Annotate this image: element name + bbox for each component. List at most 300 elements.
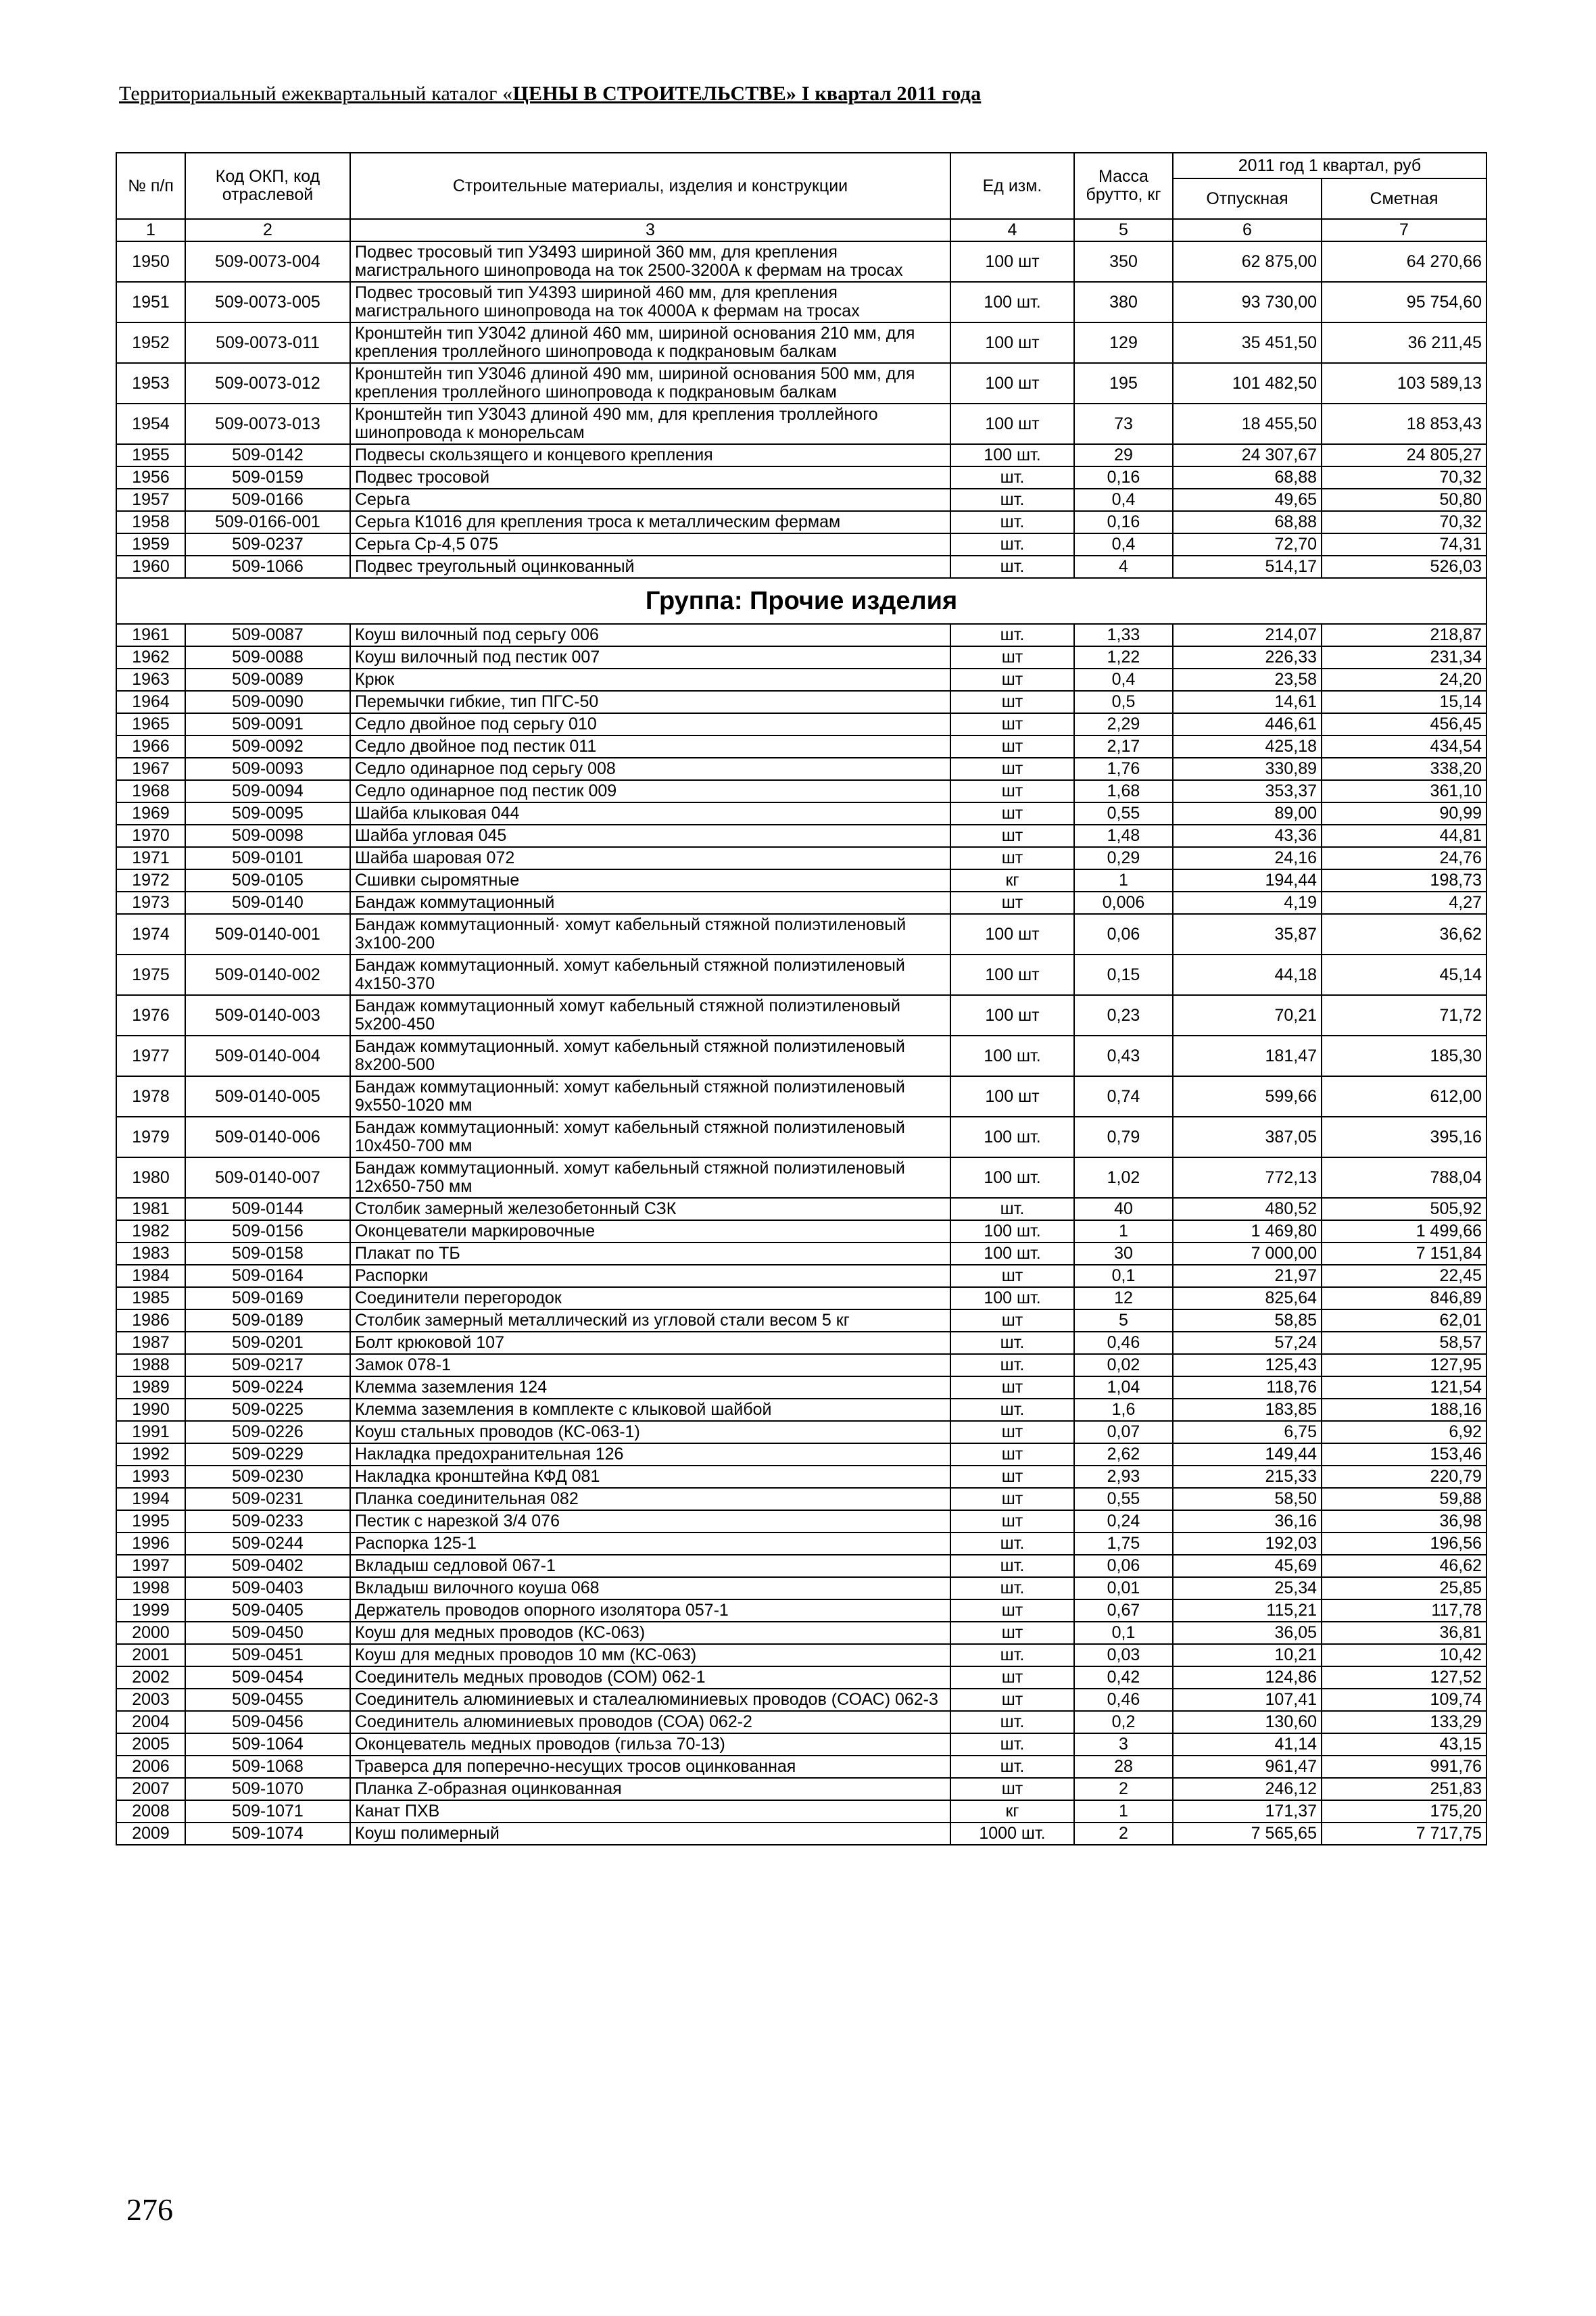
table-row [116, 1689, 1486, 1711]
cell-release: 4,19 [1173, 892, 1322, 914]
cell-name: Кронштейн тип У3042 длиной 460 мм, шириной основания 210 мм, для крепления троллейного шинопровода к подкрановым балкам [350, 322, 950, 363]
cell-num: 1963 [116, 669, 185, 691]
page-number: 276 [126, 2192, 173, 2227]
cell-release: 6,75 [1173, 1421, 1322, 1443]
cell-release: 772,13 [1173, 1157, 1322, 1198]
cell-code: 509-0073-013 [185, 404, 350, 444]
cell-mass: 1,33 [1074, 624, 1173, 646]
cell-release: 183,85 [1173, 1399, 1322, 1421]
cell-code: 509-0142 [185, 444, 350, 466]
cell-unit: 100 шт [950, 914, 1074, 955]
cell-mass: 0,06 [1074, 914, 1173, 955]
col-header-period: 2011 год 1 квартал, руб [1173, 153, 1486, 178]
cell-estimate: 175,20 [1322, 1800, 1486, 1823]
cell-num: 1951 [116, 282, 185, 322]
table-row [116, 489, 1486, 511]
cell-estimate: 64 270,66 [1322, 241, 1486, 282]
cell-release: 118,76 [1173, 1376, 1322, 1399]
col-header-unit: Ед изм. [950, 153, 1074, 219]
cell-release: 70,21 [1173, 995, 1322, 1036]
price-table [116, 152, 1487, 1845]
table-row [116, 1076, 1486, 1117]
cell-estimate: 24,76 [1322, 847, 1486, 869]
cell-unit: шт. [950, 1354, 1074, 1376]
cell-num: 1990 [116, 1399, 185, 1421]
cell-estimate: 71,72 [1322, 995, 1486, 1036]
cell-num: 2009 [116, 1823, 185, 1845]
table-row [116, 1265, 1486, 1287]
cell-unit: шт [950, 735, 1074, 758]
table-row [116, 444, 1486, 466]
cell-estimate: 36,62 [1322, 914, 1486, 955]
cell-num: 1989 [116, 1376, 185, 1399]
cell-unit: 100 шт [950, 1076, 1074, 1117]
cell-release: 58,85 [1173, 1309, 1322, 1332]
cell-num: 2002 [116, 1666, 185, 1689]
col-header-mass: Масса брутто, кг [1074, 153, 1173, 219]
cell-release: 36,16 [1173, 1510, 1322, 1533]
table-row [116, 995, 1486, 1036]
cell-num: 2004 [116, 1711, 185, 1733]
cell-unit: шт. [950, 1756, 1074, 1778]
cell-name: Шайба клыковая 044 [350, 802, 950, 825]
cell-num: 1972 [116, 869, 185, 892]
cell-estimate: 127,52 [1322, 1666, 1486, 1689]
cell-code: 509-1074 [185, 1823, 350, 1845]
cell-unit: 100 шт. [950, 1157, 1074, 1198]
cell-name: Седло одинарное под серьгу 008 [350, 758, 950, 780]
cell-release: 353,37 [1173, 780, 1322, 802]
cell-num: 1975 [116, 955, 185, 995]
cell-release: 24,16 [1173, 847, 1322, 869]
cell-estimate: 6,92 [1322, 1421, 1486, 1443]
cell-code: 509-0159 [185, 466, 350, 489]
table-row [116, 1354, 1486, 1376]
cell-estimate: 991,76 [1322, 1756, 1486, 1778]
cell-estimate: 7 151,84 [1322, 1243, 1486, 1265]
cell-name: Канат ПХВ [350, 1800, 950, 1823]
cell-unit: шт. [950, 1332, 1074, 1354]
cell-estimate: 127,95 [1322, 1354, 1486, 1376]
table-row [116, 1036, 1486, 1076]
cell-mass: 1,04 [1074, 1376, 1173, 1399]
cell-release: 215,33 [1173, 1466, 1322, 1488]
cell-code: 509-1066 [185, 556, 350, 578]
cell-name: Подвес тросовой [350, 466, 950, 489]
table-row [116, 511, 1486, 533]
table-row [116, 1376, 1486, 1399]
cell-name: Бандаж коммутационный: хомут кабельный стяжной полиэтиленовый 9х550-1020 мм [350, 1076, 950, 1117]
cell-mass: 0,43 [1074, 1036, 1173, 1076]
header-prefix: Территориальный ежеквартальный каталог « [119, 82, 513, 105]
cell-release: 330,89 [1173, 758, 1322, 780]
cell-mass: 195 [1074, 363, 1173, 404]
cell-unit: 100 шт [950, 241, 1074, 282]
cell-mass: 29 [1074, 444, 1173, 466]
cell-release: 124,86 [1173, 1666, 1322, 1689]
cell-estimate: 36 211,45 [1322, 322, 1486, 363]
cell-estimate: 25,85 [1322, 1577, 1486, 1599]
table-row [116, 1466, 1486, 1488]
cell-unit: 100 шт. [950, 1287, 1074, 1309]
cell-name: Подвес тросовый тип У4393 шириной 460 мм, для крепления магистрального шинопровода на ток 4000А к фермам на тросах [350, 282, 950, 322]
cell-release: 101 482,50 [1173, 363, 1322, 404]
cell-estimate: 44,81 [1322, 825, 1486, 847]
cell-code: 509-0230 [185, 1466, 350, 1488]
cell-name: Седло одинарное под пестик 009 [350, 780, 950, 802]
cell-release: 21,97 [1173, 1265, 1322, 1287]
cell-code: 509-0233 [185, 1510, 350, 1533]
cell-estimate: 188,16 [1322, 1399, 1486, 1421]
cell-estimate: 218,87 [1322, 624, 1486, 646]
cell-name: Коуш вилочный под пестик 007 [350, 646, 950, 669]
cell-code: 509-0156 [185, 1220, 350, 1243]
table-row [116, 1599, 1486, 1622]
cell-code: 509-0140-007 [185, 1157, 350, 1198]
cell-unit: шт. [950, 1733, 1074, 1756]
cell-unit: шт [950, 1510, 1074, 1533]
cell-code: 509-0094 [185, 780, 350, 802]
cell-code: 509-0101 [185, 847, 350, 869]
cell-mass: 0,006 [1074, 892, 1173, 914]
cell-release: 514,17 [1173, 556, 1322, 578]
cell-release: 24 307,67 [1173, 444, 1322, 466]
cell-unit: шт [950, 1689, 1074, 1711]
table-row [116, 914, 1486, 955]
col-number: 6 [1173, 219, 1322, 241]
cell-code: 509-0095 [185, 802, 350, 825]
cell-num: 1952 [116, 322, 185, 363]
table-row [116, 1510, 1486, 1533]
cell-num: 1954 [116, 404, 185, 444]
cell-name: Перемычки гибкие, тип ПГС-50 [350, 691, 950, 713]
cell-release: 62 875,00 [1173, 241, 1322, 282]
cell-release: 43,36 [1173, 825, 1322, 847]
cell-unit: шт. [950, 1711, 1074, 1733]
cell-name: Держатель проводов опорного изолятора 057-1 [350, 1599, 950, 1622]
cell-release: 387,05 [1173, 1117, 1322, 1157]
cell-name: Соединитель алюминиевых и сталеалюминиевых проводов (СОАС) 062-3 [350, 1689, 950, 1711]
cell-release: 480,52 [1173, 1198, 1322, 1220]
col-number: 7 [1322, 219, 1486, 241]
table-row [116, 1823, 1486, 1845]
col-header-code: Код ОКП, код отраслевой [185, 153, 350, 219]
cell-unit: шт. [950, 1533, 1074, 1555]
cell-mass: 0,02 [1074, 1354, 1173, 1376]
cell-num: 1979 [116, 1117, 185, 1157]
cell-name: Столбик замерный железобетонный СЗК [350, 1198, 950, 1220]
table-row [116, 1644, 1486, 1666]
cell-code: 509-0158 [185, 1243, 350, 1265]
col-header-release: Отпускная [1173, 178, 1322, 219]
table-row [116, 1577, 1486, 1599]
cell-release: 93 730,00 [1173, 282, 1322, 322]
cell-mass: 0,06 [1074, 1555, 1173, 1577]
cell-name: Траверса для поперечно-несущих тросов оцинкованная [350, 1756, 950, 1778]
cell-code: 509-0403 [185, 1577, 350, 1599]
cell-mass: 0,4 [1074, 489, 1173, 511]
cell-num: 1959 [116, 533, 185, 556]
cell-mass: 1,76 [1074, 758, 1173, 780]
table-row [116, 669, 1486, 691]
cell-unit: 100 шт. [950, 1220, 1074, 1243]
cell-num: 2008 [116, 1800, 185, 1823]
cell-release: 226,33 [1173, 646, 1322, 669]
cell-code: 509-0089 [185, 669, 350, 691]
cell-code: 509-0140-006 [185, 1117, 350, 1157]
table-row [116, 802, 1486, 825]
cell-unit: 100 шт [950, 955, 1074, 995]
cell-name: Серьга Ср-4,5 075 [350, 533, 950, 556]
cell-unit: шт. [950, 1399, 1074, 1421]
cell-unit: шт. [950, 489, 1074, 511]
table-row [116, 1309, 1486, 1332]
cell-estimate: 24 805,27 [1322, 444, 1486, 466]
cell-code: 509-0226 [185, 1421, 350, 1443]
cell-mass: 0,1 [1074, 1622, 1173, 1644]
cell-unit: шт [950, 1622, 1074, 1644]
cell-mass: 2,17 [1074, 735, 1173, 758]
col-number: 1 [116, 219, 185, 241]
table-row [116, 869, 1486, 892]
cell-name: Соединители перегородок [350, 1287, 950, 1309]
cell-release: 49,65 [1173, 489, 1322, 511]
cell-estimate: 58,57 [1322, 1332, 1486, 1354]
cell-unit: шт [950, 892, 1074, 914]
cell-mass: 0,5 [1074, 691, 1173, 713]
cell-num: 1968 [116, 780, 185, 802]
cell-code: 509-0088 [185, 646, 350, 669]
table-row [116, 825, 1486, 847]
cell-mass: 0,55 [1074, 802, 1173, 825]
cell-mass: 0,4 [1074, 533, 1173, 556]
cell-mass: 1 [1074, 1220, 1173, 1243]
cell-num: 1969 [116, 802, 185, 825]
cell-estimate: 395,16 [1322, 1117, 1486, 1157]
cell-code: 509-0144 [185, 1198, 350, 1220]
cell-unit: шт [950, 1265, 1074, 1287]
cell-code: 509-1068 [185, 1756, 350, 1778]
cell-name: Соединитель алюминиевых проводов (СОА) 062-2 [350, 1711, 950, 1733]
cell-unit: шт [950, 669, 1074, 691]
cell-estimate: 90,99 [1322, 802, 1486, 825]
cell-estimate: 62,01 [1322, 1309, 1486, 1332]
cell-code: 509-0455 [185, 1689, 350, 1711]
cell-code: 509-0073-012 [185, 363, 350, 404]
cell-mass: 0,24 [1074, 1510, 1173, 1533]
cell-unit: шт [950, 802, 1074, 825]
cell-mass: 0,03 [1074, 1644, 1173, 1666]
cell-name: Коуш полимерный [350, 1823, 950, 1845]
cell-unit: кг [950, 869, 1074, 892]
group-title: Группа: Прочие изделия [116, 578, 1486, 624]
cell-code: 509-0456 [185, 1711, 350, 1733]
cell-unit: шт. [950, 556, 1074, 578]
table-row [116, 1421, 1486, 1443]
cell-mass: 0,79 [1074, 1117, 1173, 1157]
cell-num: 1988 [116, 1354, 185, 1376]
cell-mass: 28 [1074, 1756, 1173, 1778]
cell-name: Вкладыш седловой 067-1 [350, 1555, 950, 1577]
cell-release: 35,87 [1173, 914, 1322, 955]
cell-name: Столбик замерный металлический из угловой стали весом 5 кг [350, 1309, 950, 1332]
cell-estimate: 70,32 [1322, 511, 1486, 533]
cell-release: 18 455,50 [1173, 404, 1322, 444]
group-row [116, 578, 1486, 624]
table-row [116, 735, 1486, 758]
cell-unit: шт. [950, 624, 1074, 646]
cell-mass: 0,01 [1074, 1577, 1173, 1599]
table-row [116, 322, 1486, 363]
table-row [116, 1711, 1486, 1733]
cell-unit: шт. [950, 1644, 1074, 1666]
cell-name: Подвесы скользящего и концевого крепления [350, 444, 950, 466]
cell-name: Сшивки сыромятные [350, 869, 950, 892]
cell-release: 23,58 [1173, 669, 1322, 691]
cell-unit: кг [950, 1800, 1074, 1823]
cell-code: 509-0073-004 [185, 241, 350, 282]
cell-mass: 1,75 [1074, 1533, 1173, 1555]
cell-estimate: 526,03 [1322, 556, 1486, 578]
cell-code: 509-0201 [185, 1332, 350, 1354]
cell-code: 509-0229 [185, 1443, 350, 1466]
cell-unit: 100 шт [950, 363, 1074, 404]
cell-num: 1986 [116, 1309, 185, 1332]
cell-estimate: 7 717,75 [1322, 1823, 1486, 1845]
cell-code: 509-0451 [185, 1644, 350, 1666]
cell-release: 130,60 [1173, 1711, 1322, 1733]
cell-mass: 1,6 [1074, 1399, 1173, 1421]
cell-release: 58,50 [1173, 1488, 1322, 1510]
cell-name: Подвес тросовый тип У3493 шириной 360 мм, для крепления магистрального шинопровода на ток 2500-3200А к фермам на тросах [350, 241, 950, 282]
cell-unit: шт. [950, 511, 1074, 533]
cell-estimate: 338,20 [1322, 758, 1486, 780]
cell-estimate: 505,92 [1322, 1198, 1486, 1220]
cell-estimate: 434,54 [1322, 735, 1486, 758]
cell-estimate: 185,30 [1322, 1036, 1486, 1076]
cell-unit: шт [950, 1666, 1074, 1689]
cell-name: Бандаж коммутационный [350, 892, 950, 914]
cell-code: 509-0105 [185, 869, 350, 892]
cell-estimate: 10,42 [1322, 1644, 1486, 1666]
col-header-estimate: Сметная [1322, 178, 1486, 219]
table-row [116, 1533, 1486, 1555]
cell-unit: 100 шт. [950, 282, 1074, 322]
cell-code: 509-0140-002 [185, 955, 350, 995]
cell-unit: шт. [950, 533, 1074, 556]
cell-num: 1970 [116, 825, 185, 847]
cell-name: Седло двойное под серьгу 010 [350, 713, 950, 735]
cell-mass: 0,29 [1074, 847, 1173, 869]
cell-release: 25,34 [1173, 1577, 1322, 1599]
cell-code: 509-0093 [185, 758, 350, 780]
cell-unit: 100 шт. [950, 444, 1074, 466]
cell-estimate: 95 754,60 [1322, 282, 1486, 322]
cell-mass: 1,02 [1074, 1157, 1173, 1198]
cell-num: 1995 [116, 1510, 185, 1533]
cell-name: Коуш для медных проводов 10 мм (КС-063) [350, 1644, 950, 1666]
cell-name: Серьга К1016 для крепления троса к металлическим фермам [350, 511, 950, 533]
cell-num: 1960 [116, 556, 185, 578]
cell-num: 1987 [116, 1332, 185, 1354]
cell-num: 1962 [116, 646, 185, 669]
table-row [116, 1198, 1486, 1220]
cell-release: 446,61 [1173, 713, 1322, 735]
cell-num: 2005 [116, 1733, 185, 1756]
cell-release: 107,41 [1173, 1689, 1322, 1711]
cell-code: 509-0098 [185, 825, 350, 847]
cell-mass: 0,2 [1074, 1711, 1173, 1733]
cell-release: 72,70 [1173, 533, 1322, 556]
table-row [116, 1287, 1486, 1309]
cell-name: Крюк [350, 669, 950, 691]
cell-code: 509-0140-005 [185, 1076, 350, 1117]
cell-num: 1994 [116, 1488, 185, 1510]
cell-code: 509-0090 [185, 691, 350, 713]
cell-release: 41,14 [1173, 1733, 1322, 1756]
cell-mass: 40 [1074, 1198, 1173, 1220]
cell-mass: 0,16 [1074, 466, 1173, 489]
cell-unit: шт [950, 1376, 1074, 1399]
cell-estimate: 36,81 [1322, 1622, 1486, 1644]
cell-unit: шт [950, 1421, 1074, 1443]
cell-unit: шт [950, 691, 1074, 713]
cell-mass: 3 [1074, 1733, 1173, 1756]
cell-name: Распорка 125-1 [350, 1533, 950, 1555]
cell-num: 1961 [116, 624, 185, 646]
cell-num: 1998 [116, 1577, 185, 1599]
cell-estimate: 231,34 [1322, 646, 1486, 669]
cell-code: 509-0169 [185, 1287, 350, 1309]
cell-mass: 0,74 [1074, 1076, 1173, 1117]
cell-estimate: 22,45 [1322, 1265, 1486, 1287]
page-header [119, 82, 1471, 105]
cell-name: Распорки [350, 1265, 950, 1287]
cell-num: 1983 [116, 1243, 185, 1265]
cell-code: 509-0087 [185, 624, 350, 646]
cell-mass: 0,1 [1074, 1265, 1173, 1287]
cell-release: 36,05 [1173, 1622, 1322, 1644]
cell-estimate: 198,73 [1322, 869, 1486, 892]
cell-code: 509-0073-005 [185, 282, 350, 322]
cell-num: 1985 [116, 1287, 185, 1309]
cell-name: Пестик с нарезкой 3/4 076 [350, 1510, 950, 1533]
cell-num: 1999 [116, 1599, 185, 1622]
cell-estimate: 43,15 [1322, 1733, 1486, 1756]
cell-code: 509-1071 [185, 1800, 350, 1823]
cell-name: Вкладыш вилочного коуша 068 [350, 1577, 950, 1599]
cell-code: 509-0450 [185, 1622, 350, 1644]
cell-unit: 100 шт [950, 995, 1074, 1036]
cell-code: 509-0231 [185, 1488, 350, 1510]
table-row [116, 624, 1486, 646]
cell-name: Коуш вилочный под серьгу 006 [350, 624, 950, 646]
cell-estimate: 70,32 [1322, 466, 1486, 489]
cell-name: Серьга [350, 489, 950, 511]
cell-unit: шт. [950, 1577, 1074, 1599]
cell-code: 509-0405 [185, 1599, 350, 1622]
cell-unit: шт [950, 825, 1074, 847]
cell-name: Шайба шаровая 072 [350, 847, 950, 869]
table-row [116, 241, 1486, 282]
cell-estimate: 109,74 [1322, 1689, 1486, 1711]
cell-unit: шт [950, 1599, 1074, 1622]
cell-code: 509-1064 [185, 1733, 350, 1756]
cell-num: 1956 [116, 466, 185, 489]
table-row [116, 847, 1486, 869]
cell-name: Оконцеватели маркировочные [350, 1220, 950, 1243]
cell-num: 2006 [116, 1756, 185, 1778]
